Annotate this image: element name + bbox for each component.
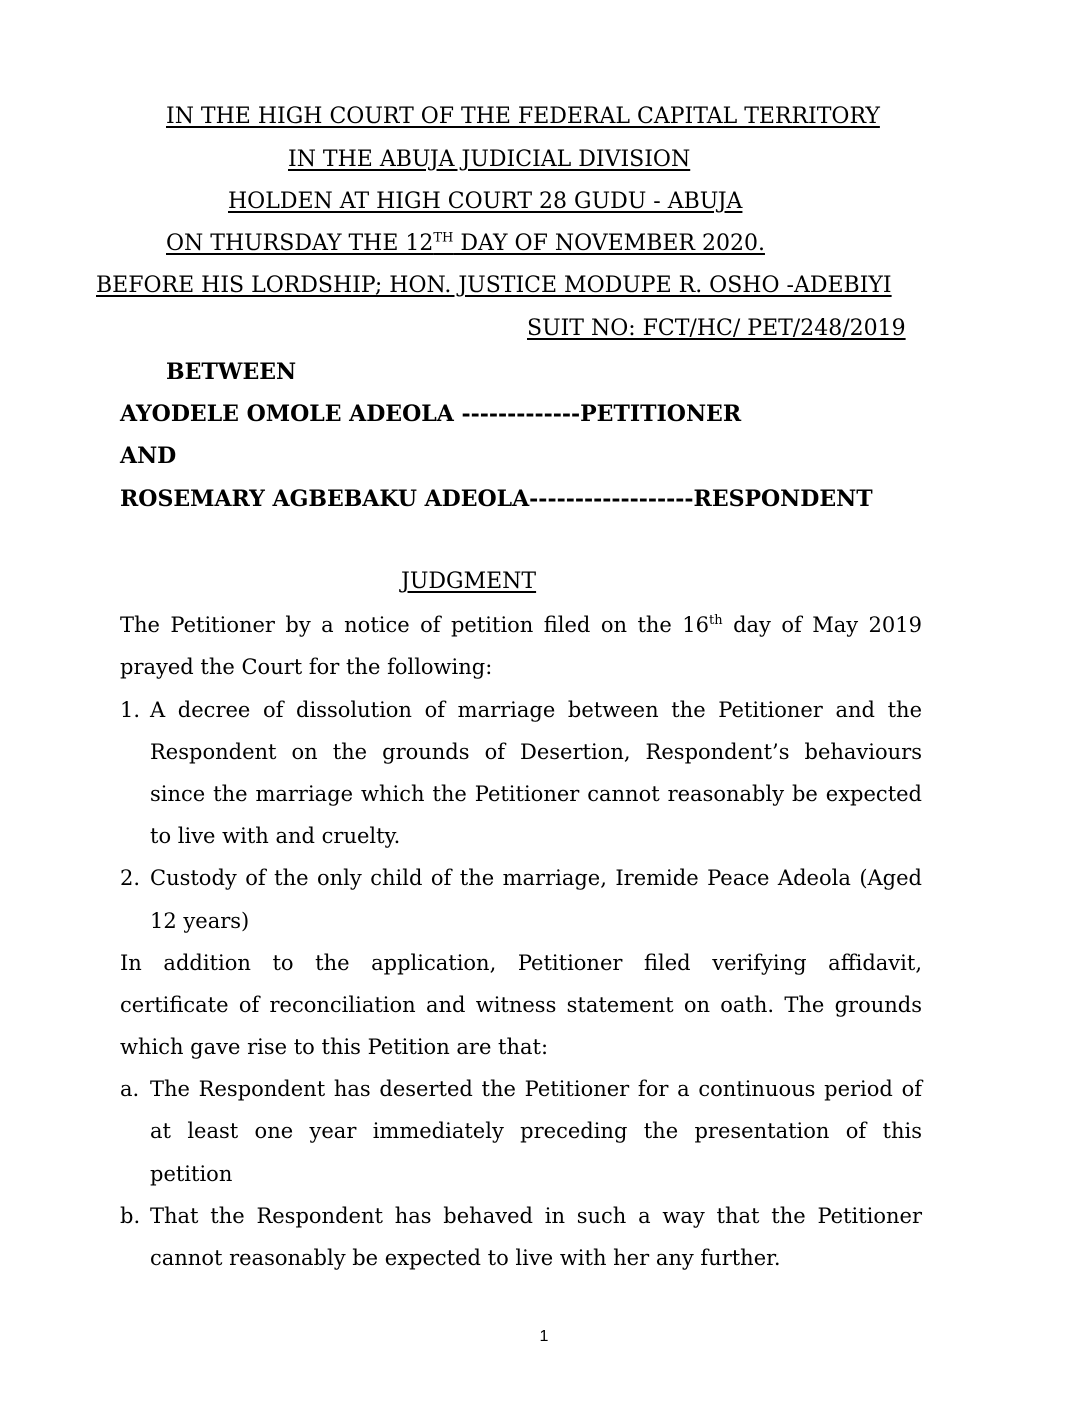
- holden-line: HOLDEN AT HIGH COURT 28 GUDU - ABUJA: [228, 189, 743, 214]
- between-label: BETWEEN: [166, 359, 297, 385]
- petitioner-line: AYODELE OMOLE ADEOLA -------------PETITIONER: [120, 401, 742, 427]
- ground-b-line: That the Respondent has behaved in such a way that the Petitioner: [150, 1204, 922, 1228]
- intro-line-1: [120, 611, 922, 639]
- judgment-title: JUDGMENT: [401, 569, 537, 594]
- prayer-1-line: to live with and cruelty.: [150, 824, 401, 848]
- prayer-1-line: A decree of dissolution of marriage between the Petitioner and the: [150, 698, 922, 722]
- intro-line-2: prayed the Court for the following:: [120, 655, 493, 679]
- ground-a-line: at least one year immediately preceding the presentation of this: [150, 1119, 922, 1143]
- prayer-2-line: 12 years): [150, 909, 250, 933]
- intro-pre: The Petitioner by a notice of petition filed on the 16: [120, 613, 710, 637]
- addition-line: which gave rise to this Petition are that:: [120, 1035, 549, 1059]
- prayer-2-line: Custody of the only child of the marriage, Iremide Peace Adeola (Aged: [150, 866, 922, 890]
- page-number: 1: [539, 1328, 549, 1345]
- before-line: BEFORE HIS LORDSHIP; HON. JUSTICE MODUPE R. OSHO -ADEBIYI: [96, 273, 892, 298]
- addition-line: In addition to the application, Petitioner filed verifying affidavit,: [120, 951, 922, 975]
- date-post: DAY OF NOVEMBER 2020.: [453, 231, 765, 256]
- intro-post: day of May 2019: [722, 613, 923, 637]
- respondent-line: ROSEMARY AGBEBAKU ADEOLA------------------RESPONDENT: [120, 486, 873, 512]
- date-pre: ON THURSDAY THE 12: [166, 231, 434, 256]
- court-title: IN THE HIGH COURT OF THE FEDERAL CAPITAL TERRITORY: [166, 104, 880, 129]
- prayer-2-marker: 2.: [120, 866, 141, 890]
- ground-a-marker: a.: [120, 1077, 140, 1101]
- ground-b-marker: b.: [120, 1204, 141, 1228]
- and-label: AND: [120, 443, 177, 469]
- division-title: IN THE ABUJA JUDICIAL DIVISION: [288, 147, 691, 172]
- prayer-1-marker: 1.: [120, 698, 141, 722]
- ground-a-line: The Respondent has deserted the Petitioner for a continuous period of: [150, 1077, 922, 1101]
- prayer-1-line: Respondent on the grounds of Desertion, Respondent’s behaviours: [150, 740, 922, 764]
- ground-a-line: petition: [150, 1162, 233, 1186]
- date-sup: TH: [433, 230, 454, 246]
- addition-line: certificate of reconciliation and witness statement on oath. The grounds: [120, 993, 922, 1017]
- prayer-1-line: since the marriage which the Petitioner cannot reasonably be expected: [150, 782, 922, 806]
- date-line: [166, 230, 765, 258]
- suit-number: SUIT NO: FCT/HC/ PET/248/2019: [527, 316, 906, 341]
- ground-b-line: cannot reasonably be expected to live with her any further.: [150, 1246, 781, 1270]
- intro-sup: th: [709, 613, 723, 628]
